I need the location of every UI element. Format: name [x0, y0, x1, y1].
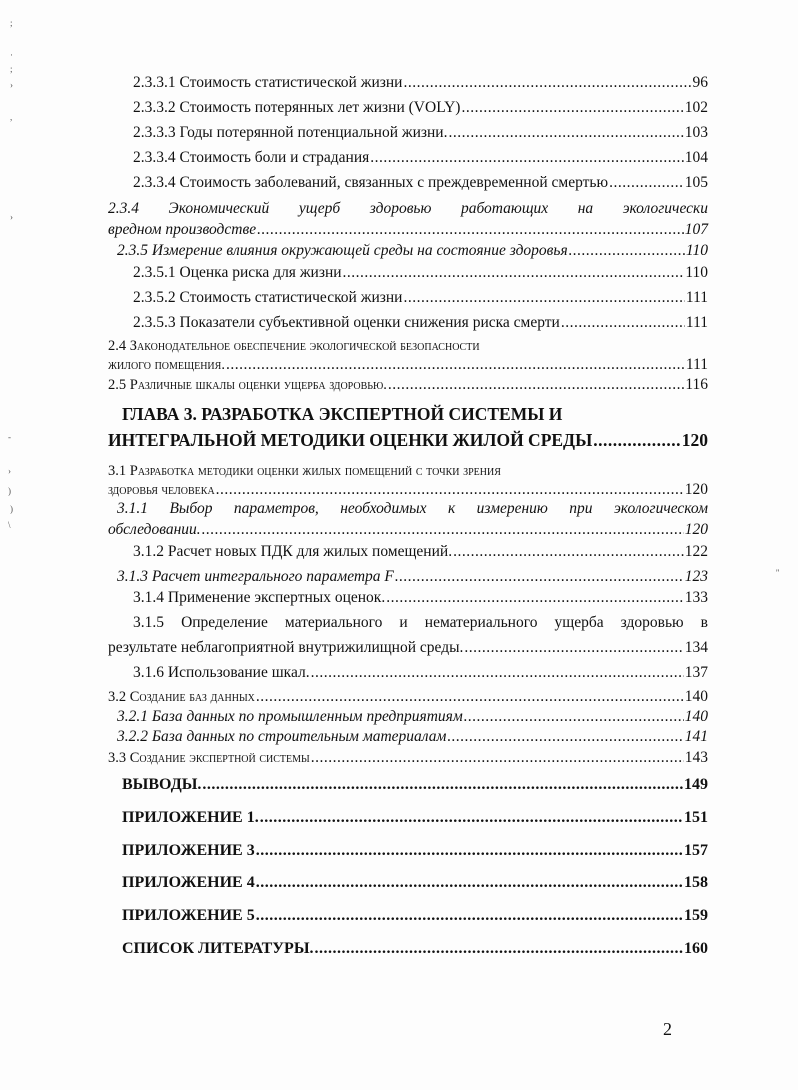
toc-entry: результате неблагоприятной внутрижилищной среды. ..... 134: [108, 639, 708, 657]
toc-major-entry: ПРИЛОЖЕНИЕ 1. ..... 151: [122, 809, 708, 827]
page-number: 2: [663, 1019, 672, 1039]
toc-entry: 3.2.2 База данных по строительным материалам ..... 141: [117, 728, 708, 746]
toc-entry: 3.2.1 База данных по промышленным предприятиям ..... 140: [117, 708, 708, 726]
scan-speck: ›: [10, 212, 13, 222]
scan-speck: ): [8, 486, 11, 496]
toc-entry-line: 3.1 Разработка методики оценки жилых помещений с точки зрения: [108, 463, 501, 479]
toc-entry: вредном производстве ..... 107: [108, 221, 708, 239]
toc-entry: 2.3.3.1 Стоимость статистической жизни ..... 96: [133, 74, 708, 92]
toc-entry: 3.1.6 Использование шкал. ..... 137: [133, 664, 708, 682]
toc-entry: 2.3.3.2 Стоимость потерянных лет жизни (VOLY) ..... 102: [133, 99, 708, 117]
toc-entry: 3.3 Создание экспертной системы ..... 143: [108, 749, 708, 767]
toc-major-entry: СПИСОК ЛИТЕРАТУРЫ. ..... 160: [122, 940, 708, 958]
toc-entry: 3.2 Создание баз данных ..... 140: [108, 688, 708, 706]
toc-entry-line: 3.1.5 Определение материального и нематериального ущерба здоровью в: [133, 614, 708, 631]
toc-entry: 2.3.5.2 Стоимость статистической жизни ..... 111: [133, 289, 708, 307]
toc-entry: 2.3.3.3 Годы потерянной потенциальной жизни. ..... 103: [133, 124, 708, 142]
scan-speck: ›: [8, 466, 11, 476]
toc-entry: 2.3.3.4 Стоимость заболеваний, связанных с преждевременной смертью ..... 105: [133, 174, 708, 192]
toc-entry: 2.5 Различные шкалы оценки ущерба здоровью. ..... 116: [108, 376, 708, 394]
toc-entry: здоровья человека ..... 120: [108, 481, 708, 499]
toc-entry: 2.3.3.4 Стоимость боли и страдания ..... 104: [133, 149, 708, 167]
chapter-heading-line: ГЛАВА 3. РАЗРАБОТКА ЭКСПЕРТНОЙ СИСТЕМЫ И: [122, 404, 563, 424]
scan-speck: \: [8, 520, 11, 530]
scan-speck: ;: [10, 64, 13, 74]
toc-entry: 3.1.4 Применение экспертных оценок. ..... 133: [133, 589, 708, 607]
scan-speck: ;: [10, 18, 13, 28]
toc-major-entry: ПРИЛОЖЕНИЕ 5 ..... 159: [122, 907, 708, 925]
toc-entry-line: 3.1.1 Выбор параметров, необходимых к измерению при экологическом: [117, 500, 708, 517]
toc-entry-line: 2.4 Законодательное обеспечение экологической безопасности: [108, 338, 480, 354]
toc-entry: жилого помещения. ..... 111: [108, 356, 708, 374]
scan-speck: -: [8, 432, 11, 442]
toc-entry: 3.1.3 Расчет интегрального параметра F ..... 123: [117, 568, 708, 586]
toc-entry-line: 2.3.4 Экономический ущерб здоровью работающих на экологически: [108, 200, 708, 217]
toc-entry: 2.3.5.1 Оценка риска для жизни ..... 110: [133, 264, 708, 282]
toc-major-entry: ПРИЛОЖЕНИЕ 4 ..... 158: [122, 874, 708, 892]
scan-speck: '': [776, 568, 780, 578]
toc-chapter-entry: ИНТЕГРАЛЬНОЙ МЕТОДИКИ ОЦЕНКИ ЖИЛОЙ СРЕДЫ ..... 120: [108, 430, 708, 450]
toc-entry: 3.1.2 Расчет новых ПДК для жилых помещений. ..... 122: [133, 543, 708, 561]
toc-major-entry: ПРИЛОЖЕНИЕ 3 ..... 157: [122, 842, 708, 860]
toc-major-entry: ВЫВОДЫ. ..... 149: [122, 776, 708, 794]
toc-entry: 2.3.5.3 Показатели субъективной оценки снижения риска смерти ..... 111: [133, 314, 708, 332]
toc-entry: 2.3.5 Измерение влияния окружающей среды на состояние здоровья ..... 110: [117, 242, 708, 260]
scan-speck: ,: [10, 112, 13, 122]
scan-speck: ›: [10, 80, 13, 90]
toc-entry: обследовании. ..... 120: [108, 521, 708, 539]
scan-speck: ·: [10, 50, 13, 60]
scan-speck: ): [10, 504, 13, 514]
